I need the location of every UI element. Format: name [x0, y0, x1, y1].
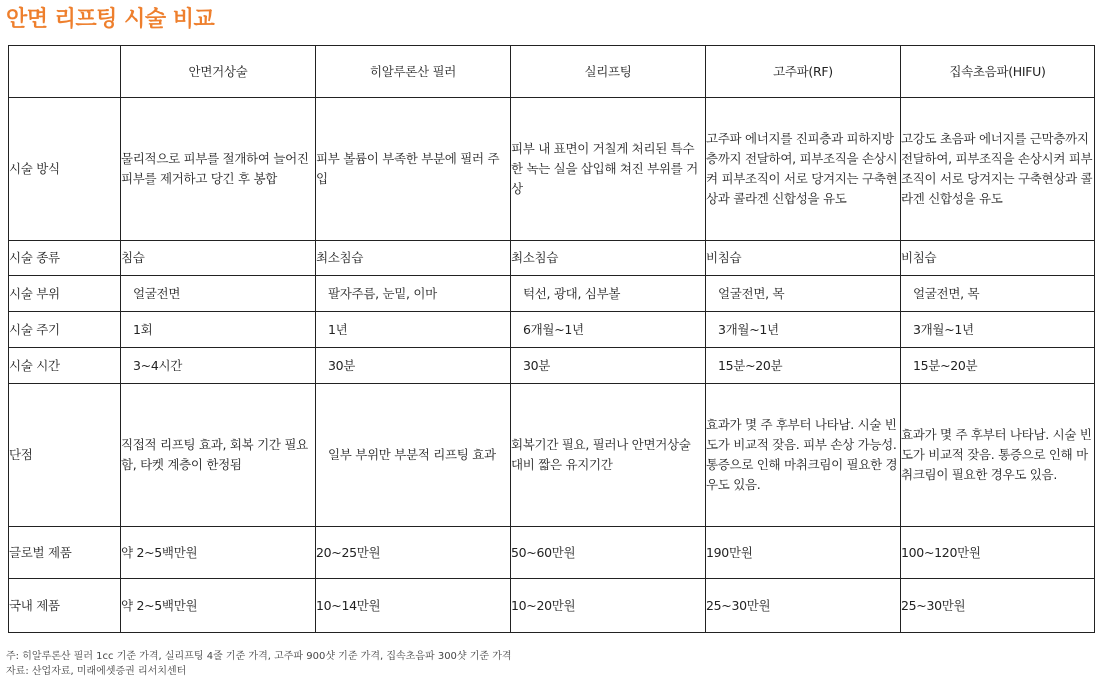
table-cell: 10~20만원 — [511, 579, 706, 633]
table-cell: 10~14만원 — [316, 579, 511, 633]
table-cell: 얼굴전면, 목 — [901, 276, 1095, 312]
table-row — [9, 312, 1095, 348]
table-cell: 피부 볼륨이 부족한 부분에 필러 주입 — [316, 98, 511, 241]
table-cell: 팔자주름, 눈밑, 이마 — [316, 276, 511, 312]
column-header: 안면거상술 — [121, 46, 316, 98]
table-cell: 50~60만원 — [511, 527, 706, 579]
corner-cell — [9, 46, 121, 98]
table-cell: 1년 — [316, 312, 511, 348]
table-row — [9, 579, 1095, 633]
table-row — [9, 276, 1095, 312]
table-cell: 25~30만원 — [706, 579, 901, 633]
row-label: 국내 제품 — [9, 579, 121, 633]
table-cell: 최소침습 — [316, 241, 511, 276]
price-note: 주: 히알루론산 필러 1cc 기준 가격, 실리프팅 4줄 기준 가격, 고주파 900샷 기준 가격, 집속초음파 300샷 기준 가격 — [6, 651, 512, 662]
table-cell: 약 2~5백만원 — [121, 579, 316, 633]
row-label: 글로벌 제품 — [9, 527, 121, 579]
table-cell: 약 2~5백만원 — [121, 527, 316, 579]
table-cell: 얼굴전면, 목 — [706, 276, 901, 312]
table-cell: 3~4시간 — [121, 348, 316, 384]
table-cell: 25~30만원 — [901, 579, 1095, 633]
table-row — [9, 384, 1095, 527]
table-cell: 190만원 — [706, 527, 901, 579]
table-row — [9, 241, 1095, 276]
table-cell: 100~120만원 — [901, 527, 1095, 579]
table-cell: 15분~20분 — [901, 348, 1095, 384]
table-header-row — [9, 46, 1095, 98]
comparison-table — [8, 45, 1095, 633]
table-cell: 20~25만원 — [316, 527, 511, 579]
row-label: 시술 방식 — [9, 98, 121, 241]
table-cell: 30분 — [511, 348, 706, 384]
table-cell: 직접적 리프팅 효과, 회복 기간 필요함, 타켓 계층이 한정됨 — [121, 384, 316, 527]
table-cell: 3개월~1년 — [901, 312, 1095, 348]
table-cell: 물리적으로 피부를 절개하여 늘어진 피부를 제거하고 당긴 후 봉합 — [121, 98, 316, 241]
table-row — [9, 348, 1095, 384]
table-cell: 1회 — [121, 312, 316, 348]
table-cell: 비침습 — [706, 241, 901, 276]
page-title: 안면 리프팅 시술 비교 — [6, 7, 215, 32]
table-cell: 6개월~1년 — [511, 312, 706, 348]
table-cell: 3개월~1년 — [706, 312, 901, 348]
table-cell: 최소침습 — [511, 241, 706, 276]
row-label: 시술 종류 — [9, 241, 121, 276]
table-cell: 고주파 에너지를 진피층과 피하지방층까지 전달하여, 피부조직을 손상시켜 피부조직이 서로 당겨지는 구축현상과 콜라겐 신합성을 유도 — [706, 98, 901, 241]
table-cell: 일부 부위만 부분적 리프팅 효과 — [316, 384, 511, 527]
table-cell: 피부 내 표면이 거칠게 처리된 특수한 녹는 실을 삽입해 쳐진 부위를 거상 — [511, 98, 706, 241]
row-label: 시술 부위 — [9, 276, 121, 312]
column-header: 집속초음파(HIFU) — [901, 46, 1095, 98]
row-label: 시술 주기 — [9, 312, 121, 348]
table-row — [9, 98, 1095, 241]
table-cell: 회복기간 필요, 필러나 안면거상술 대비 짧은 유지기간 — [511, 384, 706, 527]
table-cell: 얼굴전면 — [121, 276, 316, 312]
table-cell: 15분~20분 — [706, 348, 901, 384]
table-row — [9, 527, 1095, 579]
column-header: 실리프팅 — [511, 46, 706, 98]
row-label: 시술 시간 — [9, 348, 121, 384]
row-label: 단점 — [9, 384, 121, 527]
table-cell: 턱선, 광대, 심부볼 — [511, 276, 706, 312]
column-header: 히알루론산 필러 — [316, 46, 511, 98]
table-cell: 30분 — [316, 348, 511, 384]
footnotes — [6, 649, 512, 679]
column-header: 고주파(RF) — [706, 46, 901, 98]
source-note: 자료: 산업자료, 미래에셋증권 리서치센터 — [6, 666, 187, 677]
table-cell: 침습 — [121, 241, 316, 276]
table-cell: 효과가 몇 주 후부터 나타남. 시술 빈도가 비교적 잦음. 통증으로 인해 마취크림이 필요한 경우도 있음. — [901, 384, 1095, 527]
table-cell: 비침습 — [901, 241, 1095, 276]
table-cell: 효과가 몇 주 후부터 나타남. 시술 빈도가 비교적 잦음. 피부 손상 가능성. 통증으로 인해 마취크림이 필요한 경우도 있음. — [706, 384, 901, 527]
table-cell: 고강도 초음파 에너지를 근막층까지 전달하여, 피부조직을 손상시켜 피부조직이 서로 당겨지는 구축현상과 콜라겐 신합성을 유도 — [901, 98, 1095, 241]
